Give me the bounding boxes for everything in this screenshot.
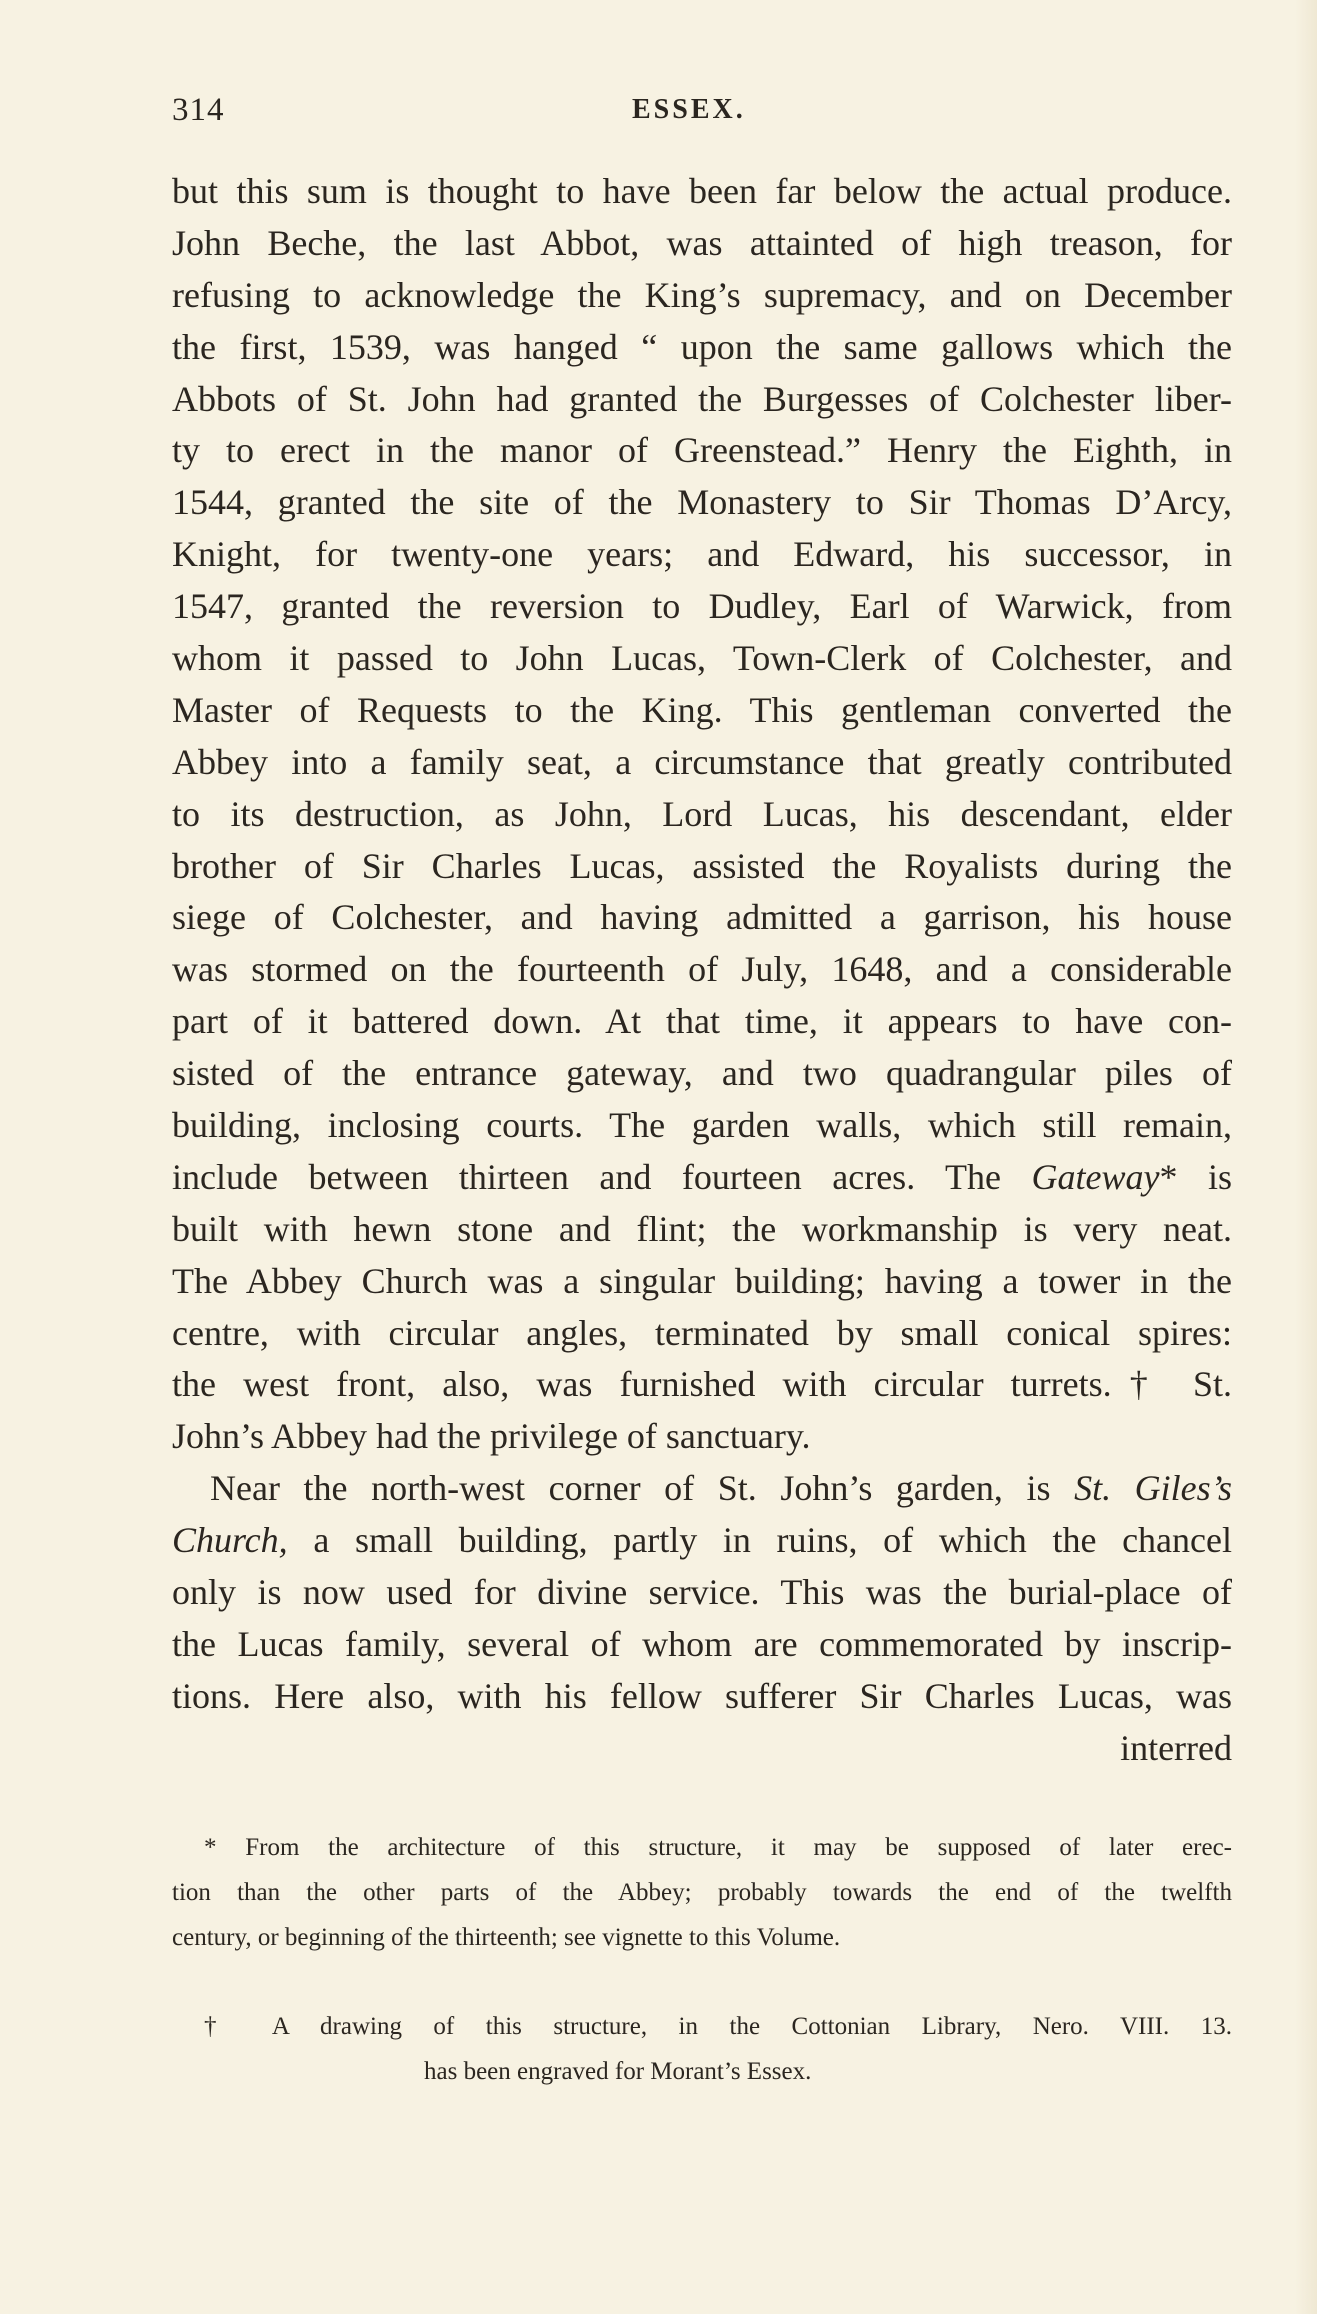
text-line: building, inclosing courts. The garden walls, which still remain, (172, 1105, 1232, 1146)
text-line: part of it battered down. At that time, it appears to have con- (172, 1001, 1232, 1042)
text-line: ty to erect in the manor of Greenstead.” Henry the Eighth, in (172, 430, 1232, 471)
footnote-line: † A drawing of this structure, in the Cottonian Library, Nero. VIII. 13. (204, 2013, 1232, 2040)
text-line: siege of Colchester, and having admitted a garrison, his house (172, 897, 1232, 938)
footnote-gap (172, 1960, 1232, 2004)
text-segment: Near the north-west corner of St. John’s garden, is (210, 1468, 1051, 1509)
text-line: the first, 1539, was hanged “ upon the same gallows which the (172, 326, 1232, 367)
text-line: the Lucas family, several of whom are commemorated by inscrip- (172, 1623, 1232, 1664)
page-number: 314 (172, 92, 225, 128)
page-edge-shadow (1295, 0, 1317, 2314)
text-segment: include between thirteen and fourteen acres. The (172, 1156, 1002, 1197)
text-line: tions. Here also, with his fellow sufferer Sir Charles Lucas, was (172, 1675, 1232, 1716)
text-line: John’s Abbey had the privilege of sanctuary. (172, 1416, 811, 1457)
text-line: sisted of the entrance gateway, and two quadrangular piles of (172, 1053, 1232, 1094)
text-line: to its destruction, as John, Lord Lucas, his descendant, elder (172, 793, 1232, 834)
text-line: built with hewn stone and flint; the workmanship is very neat. (172, 1208, 1232, 1249)
text-line: only is now used for divine service. This was the burial-place of (172, 1572, 1232, 1613)
footnotes (172, 1825, 1232, 2094)
running-head (172, 92, 1232, 136)
text-line: centre, with circular angles, terminated by small conical spires: (172, 1312, 1232, 1353)
footnote-ref-gateway: * is (1159, 1156, 1232, 1197)
text-line-gateway (172, 1152, 1232, 1204)
body-text (172, 166, 1232, 1775)
text-line: 1544, granted the site of the Monastery to Sir Thomas D’Arcy, (172, 482, 1232, 523)
text-line: John Beche, the last Abbot, was attainted of high treason, for (172, 222, 1232, 263)
text-line: refusing to acknowledge the King’s supremacy, and on December (172, 274, 1232, 315)
footnote-line: century, or beginning of the thirteenth; see vignette to this Volume. (172, 1924, 841, 1951)
footnote-line: * From the architecture of this structure, it may be supposed of later erec- (204, 1834, 1232, 1861)
italic-st-giles: St. Giles’s (1074, 1468, 1232, 1509)
catchword: interred (1120, 1727, 1232, 1768)
text-line-st-giles (172, 1463, 1232, 1515)
text-line: brother of Sir Charles Lucas, assisted the Royalists during the (172, 845, 1232, 886)
text-line: Master of Requests to the King. This gentleman converted the (172, 689, 1232, 730)
text-line: the west front, also, was furnished with circular turrets.† St. (172, 1364, 1232, 1405)
text-line: was stormed on the fourteenth of July, 1648, and a considerable (172, 949, 1232, 990)
text-line: Abbots of St. John had granted the Burgesses of Colchester liber- (172, 378, 1232, 419)
text-line: The Abbey Church was a singular building; having a tower in the (172, 1260, 1232, 1301)
text-line: 1547, granted the reversion to Dudley, Earl of Warwick, from (172, 586, 1232, 627)
footnote-line: has been engraved for Morant’s Essex. (424, 2058, 812, 2085)
footnote-line: tion than the other parts of the Abbey; probably towards the end of the twelfth (172, 1879, 1232, 1906)
text-line-church (172, 1515, 1232, 1567)
text-line: Abbey into a family seat, a circumstance that greatly contributed (172, 741, 1232, 782)
text-segment: a small building, partly in ruins, of which the chancel (313, 1520, 1232, 1561)
italic-gateway: Gateway (1031, 1156, 1160, 1197)
text-line: Knight, for twenty-one years; and Edward, his successor, in (172, 534, 1232, 575)
section-title: ESSEX. (632, 94, 746, 125)
text-line: whom it passed to John Lucas, Town-Clerk of Colchester, and (172, 638, 1232, 679)
italic-church: Church, (172, 1520, 288, 1561)
text-line: but this sum is thought to have been far below the actual produce. (172, 171, 1232, 211)
